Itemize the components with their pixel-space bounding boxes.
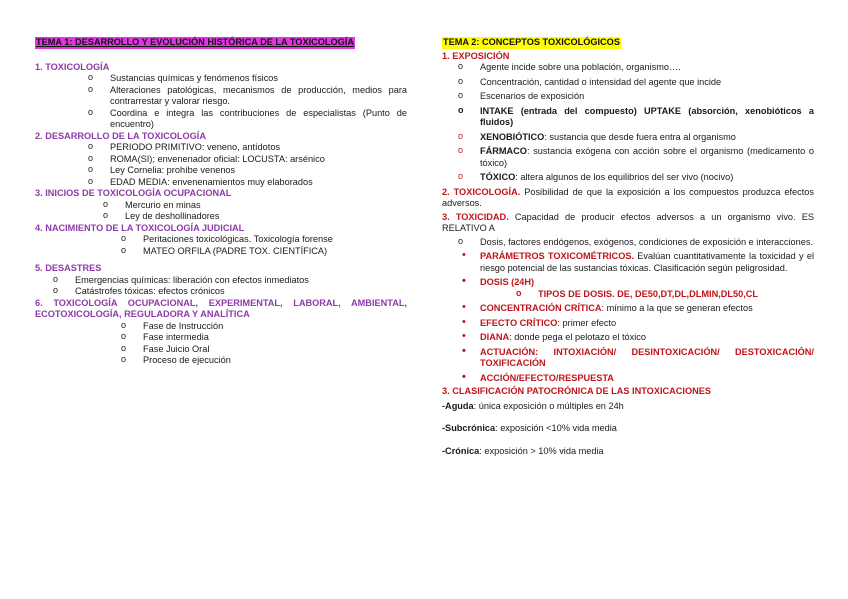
- section-judicial: [35, 223, 407, 258]
- definition: : sustancia que desde fuera entra al organismo: [544, 131, 736, 142]
- list-item-farmaco: [480, 146, 814, 169]
- list-item-factores: o Dosis, factores endógenos, exógenos, condiciones de exposición e interacciones.: [480, 237, 814, 249]
- list-item: o Peritaciones toxicológicas. Toxicología forense: [143, 234, 407, 246]
- list-item-intake: o INTAKE (entrada del compuesto) UPTAKE (absorción, xenobióticos a fluidos): [480, 106, 814, 129]
- section-title: 5. DESASTRES: [35, 263, 102, 273]
- list-item-accion: • ACCIÓN/EFECTO/RESPUESTA: [480, 373, 814, 385]
- list-item: o Escenarios de exposición: [480, 91, 814, 103]
- list-item: o PERIODO PRIMITIVO: veneno, antídotos: [110, 142, 407, 154]
- list-item: o Fase de Instrucción: [143, 321, 407, 333]
- term: -Subcrónica: [442, 423, 496, 433]
- list-item-dosis: • DOSIS (24H): [480, 277, 814, 289]
- list-item: o ROMA(SI); envenenador oficial: LOCUSTA: arsénico: [110, 154, 407, 166]
- definition: : mínimo a la que se generan efectos: [601, 303, 753, 313]
- section-exposicion: [442, 51, 814, 184]
- list-item: o Ley de deshollinadores: [125, 211, 407, 223]
- definition: Evalúan cuantitativamente la toxicidad y el riesgo potencial de las sustancias tóxicas. Clasificación según peligrosidad.: [480, 251, 815, 273]
- list-item: o Ley Cornelia: prohíbe venenos: [110, 165, 407, 177]
- section-toxicologia-def: [442, 187, 814, 210]
- tema1-title: TEMA 1: DESARROLLO Y EVOLUCIÓN HISTÓRICA DE LA TOXICOLOGÍA: [36, 37, 355, 47]
- section-title: 1. TOXICOLOGÍA: [35, 61, 110, 72]
- list-item-efecto: [480, 318, 814, 330]
- section-title: 3. INICIOS DE TOXICOLOGÍA OCUPACIONAL: [35, 188, 232, 198]
- term: PARÁMETROS TOXICOMÉTRICOS.: [480, 251, 635, 261]
- tema2-title: TEMA 2: CONCEPTOS TOXICOLÓGICOS: [443, 37, 620, 47]
- term: -Aguda: [442, 400, 474, 411]
- section-title: 1. EXPOSICIÓN: [442, 50, 510, 61]
- term: FÁRMACO: [480, 146, 527, 156]
- list-item-tipos-dosis: o TIPOS DE DOSIS. DE, DE50,DT,DL,DLMIN,DL50,CL: [538, 289, 814, 301]
- list-item: o Emergencias químicas: liberación con efectos inmediatos: [75, 275, 407, 287]
- clasificacion-aguda: [442, 401, 814, 413]
- section-tipos-toxicologia: [35, 298, 407, 367]
- section-desarrollo: [35, 131, 407, 189]
- definition: Capacidad de producir efectos adversos a un organismo vivo. ES RELATIVO A: [442, 211, 814, 233]
- term: XENOBIÓTICO: [480, 131, 545, 142]
- list-item-xenobiotico: [480, 132, 814, 144]
- list-item: o Catástrofes tóxicas: efectos crónicos: [75, 286, 407, 298]
- right-column: [442, 37, 814, 457]
- list-item-toxico: [480, 172, 814, 184]
- tema2-heading: [442, 37, 814, 49]
- term: TÓXICO: [480, 172, 516, 182]
- list-item-parametros: [480, 251, 814, 274]
- list-item-concentracion: [480, 303, 814, 315]
- list-item: o Fase intermedia: [143, 332, 407, 344]
- section-desastres: [35, 263, 407, 298]
- section-clasificacion: [442, 386, 814, 457]
- term: DIANA: [480, 332, 510, 342]
- definition: : exposición <10% vida media: [495, 423, 617, 433]
- definition: : donde pega el pelotazo el tóxico: [509, 332, 646, 342]
- definition: : única exposición o múltiples en 24h: [473, 400, 624, 411]
- section-title: 2. DESARROLLO DE LA TOXICOLOGÍA: [35, 130, 206, 141]
- list-item: o Fase Juicio Oral: [143, 344, 407, 356]
- term: EFECTO CRÍTICO: [480, 317, 558, 328]
- section-toxicologia: [35, 62, 407, 131]
- clasificacion-cronica: [442, 446, 814, 458]
- definition: Posibilidad de que la exposición a los compuestos produzca efectos adversos.: [442, 186, 814, 208]
- definition: : exposición > 10% vida media: [479, 445, 604, 456]
- list-item: o Mercurio en minas: [125, 200, 407, 212]
- section-title: 4. NACIMIENTO DE LA TOXICOLOGÍA JUDICIAL: [35, 222, 245, 233]
- section-title: 2. TOXICOLOGÍA.: [442, 186, 521, 197]
- section-ocupacional: [35, 188, 407, 223]
- list-item: o EDAD MEDIA: envenenamientos muy elaborados: [110, 177, 407, 189]
- term: CONCENTRACIÓN CRÍTICA: [480, 303, 602, 313]
- section-toxicidad: [442, 212, 814, 385]
- list-item: o MATEO ORFILA (PADRE TOX. CIENTÍFICA): [143, 246, 407, 258]
- definition: : altera algunos de los equilibrios del ser vivo (nocivo): [515, 172, 734, 182]
- clasificacion-subcronica: [442, 423, 814, 435]
- list-item: o Agente incide sobre una población, organismo….: [480, 62, 814, 74]
- list-item: o Alteraciones patológicas, mecanismos de producción, medios para contrarrestar y valorar riesgo.: [110, 85, 407, 108]
- definition: : primer efecto: [557, 317, 617, 328]
- section-title: 6. TOXICOLOGÍA OCUPACIONAL, EXPERIMENTAL, LABORAL, AMBIENTAL, ECOTOXICOLOGÍA, REGULADORA Y ANALÍTICA: [35, 297, 407, 319]
- definition: : sustancia exógena con acción sobre el organismo (medicamento o tóxico): [480, 146, 814, 168]
- list-item-actuacion: • ACTUACIÓN: INTOXIACIÓN/ DESINTOXICACIÓN/ DESTOXICACIÓN/ TOXIFICACIÓN: [480, 347, 814, 370]
- list-item: o Concentración, cantidad o intensidad del agente que incide: [480, 77, 814, 89]
- term: -Crónica: [442, 445, 480, 456]
- section-title: 3. CLASIFICACIÓN PATOCRÓNICA DE LAS INTOXICACIONES: [442, 386, 712, 396]
- list-item-diana: [480, 332, 814, 344]
- list-item: o Proceso de ejecución: [143, 355, 407, 367]
- section-title: 3. TOXICIDAD.: [442, 211, 509, 222]
- tema1-heading: [35, 37, 407, 49]
- list-item: o Sustancias químicas y fenómenos físicos: [110, 73, 407, 85]
- left-column: [35, 37, 407, 367]
- list-item: o Coordina e integra las contribuciones de especialistas (Punto de encuentro): [110, 108, 407, 131]
